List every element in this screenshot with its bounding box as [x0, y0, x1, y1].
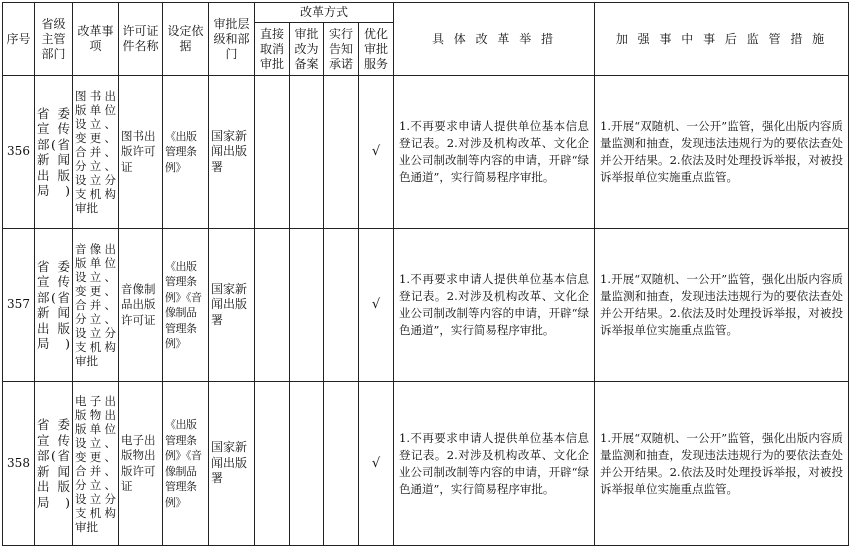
- row-measures: 1.不再要求申请人提供单位基本信息登记表。2.对涉及机构改革、文化企业公司制改制等内容的申请，开辟“绿色通道”，实行简易程序审批。: [394, 229, 595, 382]
- header-mode-cancel: 直接取消审批: [255, 23, 290, 76]
- header-license: 许可证件名称: [119, 3, 163, 76]
- row-mode-filing: [290, 229, 324, 382]
- header-approval-level: 审批层级和部门: [209, 3, 255, 76]
- header-item: 改革事项: [73, 3, 119, 76]
- row-basis: 《出版管理条例》: [163, 76, 209, 229]
- row-item: 电子出版物出版单位设立、变更、合并、分立、设立分支机构审批: [73, 382, 119, 546]
- table-row: [3, 382, 849, 546]
- header-mode-filing: 审批改为备案: [290, 23, 324, 76]
- row-mode-filing: [290, 76, 324, 229]
- row-license: 图书出版许可证: [119, 76, 163, 229]
- table-row: [3, 229, 849, 382]
- row-license: 音像制品出版许可证: [119, 229, 163, 382]
- row-license: 电子出版物出版许可证: [119, 382, 163, 546]
- row-dept: 省委宣传部(省新闻出版局): [35, 382, 73, 546]
- header-supervision: 加 强 事 中 事 后 监 管 措 施: [595, 3, 849, 76]
- header-mode-optimize: 优化审批服务: [359, 23, 394, 76]
- row-supervision: 1.开展“双随机、一公开”监管，强化出版内容质量监测和抽查，发现违法违规行为的要依法查处并公开结果。2.依法及时处理投诉举报，对被投诉举报单位实施重点监管。: [595, 76, 849, 229]
- row-basis: 《出版管理条例》《音像制品管理条例》: [163, 382, 209, 546]
- header-seq: 序号: [3, 3, 35, 76]
- reform-items-table: [2, 2, 849, 546]
- row-mode-optimize-check: √: [359, 382, 394, 546]
- row-item: 图书出版单位设立、变更、合并、分立、设立分支机构审批: [73, 76, 119, 229]
- row-mode-cancel: [255, 382, 290, 546]
- row-dept: 省委宣传部(省新闻出版局): [35, 76, 73, 229]
- header-mode-notify: 实行告知承诺: [324, 23, 359, 76]
- row-measures: 1.不再要求申请人提供单位基本信息登记表。2.对涉及机构改革、文化企业公司制改制等内容的申请，开辟“绿色通道”，实行简易程序审批。: [394, 76, 595, 229]
- row-item: 音像出版单位设立、变更、合并、分立、设立分支机构审批: [73, 229, 119, 382]
- row-supervision: 1.开展“双随机、一公开”监管，强化出版内容质量监测和抽查，发现违法违规行为的要依法查处并公开结果。2.依法及时处理投诉举报，对被投诉举报单位实施重点监管。: [595, 229, 849, 382]
- row-mode-filing: [290, 382, 324, 546]
- row-seq: 356: [3, 76, 35, 229]
- row-mode-notify: [324, 382, 359, 546]
- row-approval: 国家新闻出版署: [209, 229, 255, 382]
- row-seq: 357: [3, 229, 35, 382]
- header-measures: 具 体 改 革 举 措: [394, 3, 595, 76]
- header-basis: 设定依据: [163, 3, 209, 76]
- row-mode-optimize-check: √: [359, 76, 394, 229]
- row-dept: 省委宣传部(省新闻出版局): [35, 229, 73, 382]
- row-approval: 国家新闻出版署: [209, 382, 255, 546]
- table-row: [3, 76, 849, 229]
- row-mode-cancel: [255, 76, 290, 229]
- row-mode-optimize-check: √: [359, 229, 394, 382]
- row-seq: 358: [3, 382, 35, 546]
- header-dept: 省级主管部门: [35, 3, 73, 76]
- row-mode-notify: [324, 229, 359, 382]
- row-mode-notify: [324, 76, 359, 229]
- row-basis: 《出版管理条例》《音像制品管理条例》: [163, 229, 209, 382]
- header-reform-mode: 改革方式: [255, 3, 394, 23]
- row-supervision: 1.开展“双随机、一公开”监管，强化出版内容质量监测和抽查，发现违法违规行为的要依法查处并公开结果。2.依法及时处理投诉举报，对被投诉举报单位实施重点监管。: [595, 382, 849, 546]
- row-approval: 国家新闻出版署: [209, 76, 255, 229]
- row-mode-cancel: [255, 229, 290, 382]
- row-measures: 1.不再要求申请人提供单位基本信息登记表。2.对涉及机构改革、文化企业公司制改制等内容的申请，开辟“绿色通道”，实行简易程序审批。: [394, 382, 595, 546]
